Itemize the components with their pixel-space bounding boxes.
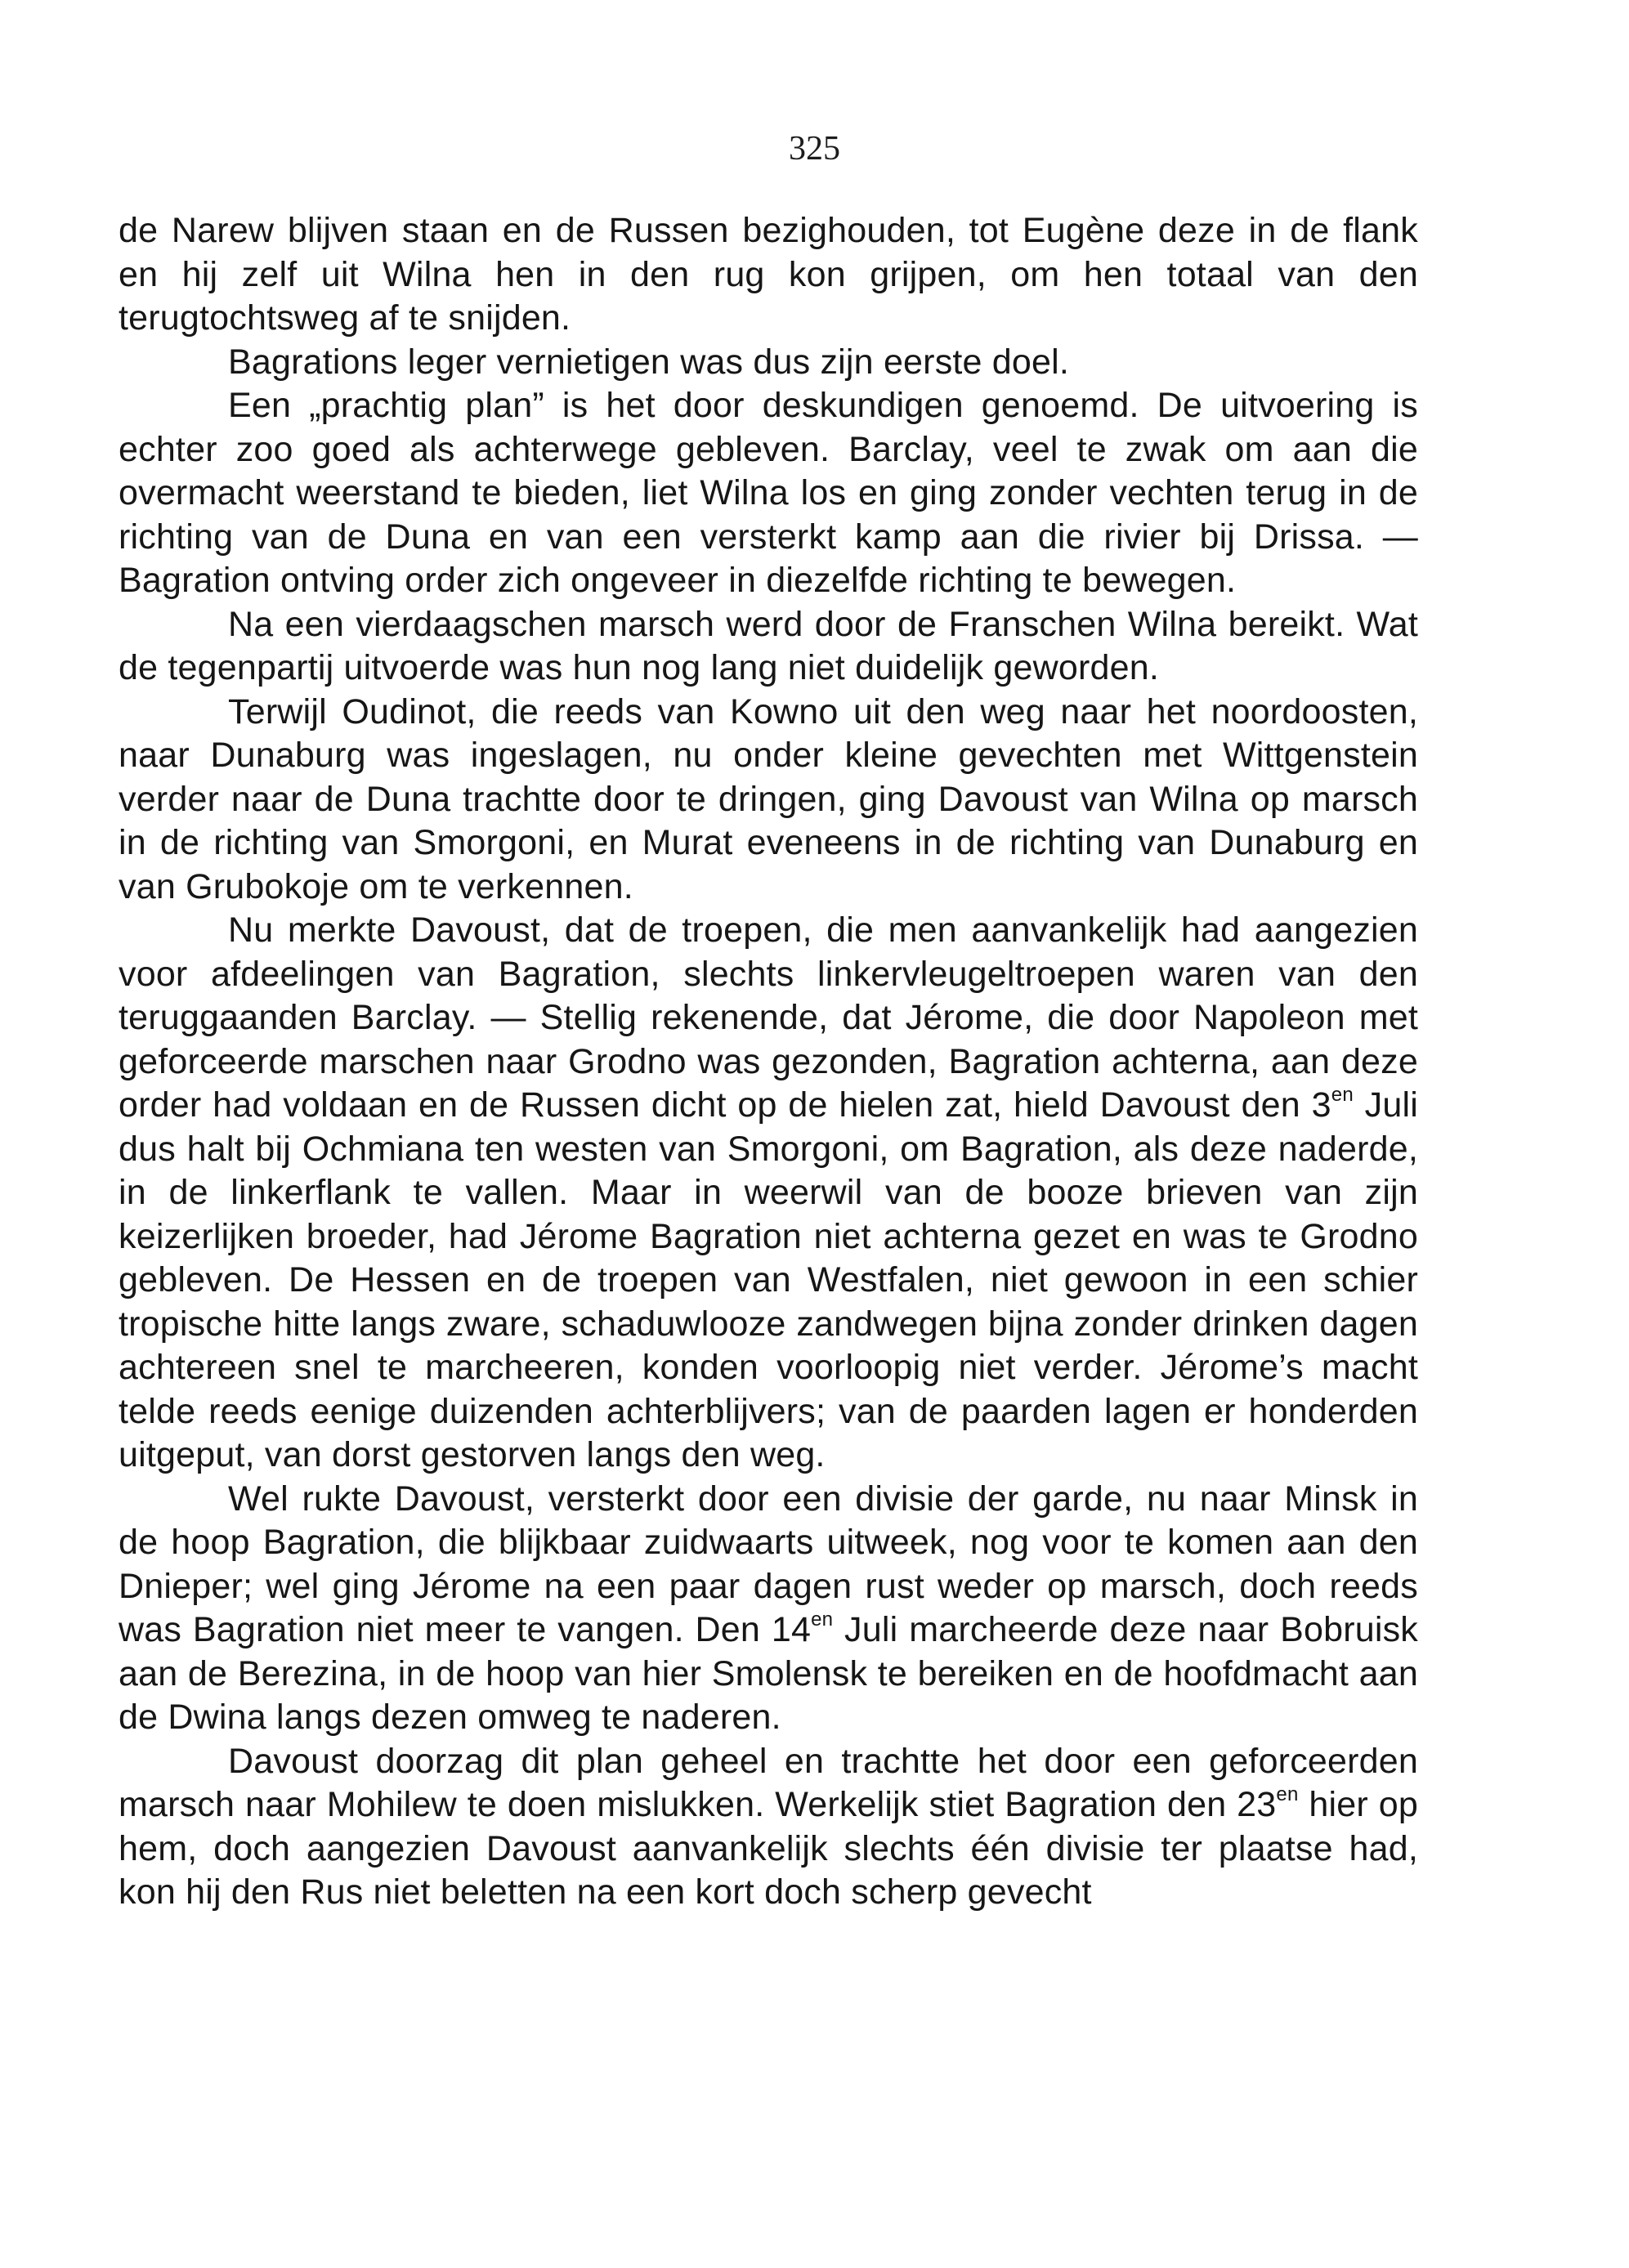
paragraph-text: Na een vierdaagschen marsch werd door de Franschen Wilna bereikt. Wat de tegenpartij uitvoerde was hun nog lang niet duidelijk geworden. [119, 604, 1418, 687]
superscript: en [1331, 1083, 1354, 1106]
paragraph-text: Bagrations leger vernietigen was dus zijn eerste doel. [228, 342, 1070, 382]
superscript: en [811, 1608, 834, 1631]
paragraph [119, 909, 1418, 1478]
paragraph-text-before: Davoust doorzag dit plan geheel en trachtte het door een geforceerden marsch naar Mohilew te doen mislukken. Werkelijk stiet Bagration den 23 [119, 1741, 1418, 1824]
page-number: 325 [789, 130, 840, 168]
superscript: en [1276, 1783, 1299, 1805]
paragraph-text-after: Juli marcheerde deze naar Bobruisk aan de Berezina, in de hoop van hier Smolensk te bereiken en de hoofdmacht aan de Dwina langs dezen omweg te naderen. [119, 1610, 1418, 1737]
paragraph-text-after: Juli dus halt bij Ochmiana ten westen van Smorgoni, om Bagration, als deze naderde, in de linkerflank te vallen. Maar in weerwil van de booze brieven van zijn keizerlijken broeder, had Jérome Bagration niet achterna gezet en was te Grodno gebleven. De Hessen en de troepen van Westfalen, niet gewoon in een schier tropische hitte langs zware, schaduwlooze zandwegen bijna zonder drinken dagen achtereen snel te marcheeren, konden voorloopig niet verder. Jérome’s macht telde reeds eenige duizenden achterblijvers; van de paarden lagen er honderden uitgeput, van dorst gestorven langs den weg. [119, 1085, 1418, 1474]
paragraph [119, 209, 1418, 341]
paragraph [119, 1478, 1418, 1740]
paragraph-text: Een „prachtig plan” is het door deskundigen genoemd. De uitvoering is echter zoo goed als achterwege gebleven. Barclay, veel te zwak om aan die overmacht weerstand te bieden, liet Wilna los en ging zonder vechten terug in de richting van de Duna en van een versterkt kamp aan die rivier bij Drissa. — Bagration ontving order zich ongeveer in diezelfde richting te bewegen. [119, 386, 1418, 600]
page-text-body [119, 209, 1418, 1915]
paragraph-text-before: Wel rukte Davoust, versterkt door een divisie der garde, nu naar Minsk in de hoop Bagration, die blijkbaar zuidwaarts uitweek, nog voor te komen aan den Dnieper; wel ging Jérome na een paar dagen rust weder op marsch, doch reeds was Bagration niet meer te vangen. Den 14 [119, 1478, 1418, 1649]
paragraph [119, 691, 1418, 910]
paragraph [119, 384, 1418, 603]
paragraph [119, 341, 1418, 385]
paragraph [119, 1740, 1418, 1915]
paragraph-text: Terwijl Oudinot, die reeds van Kowno uit den weg naar het noordoosten, naar Dunaburg was ingeslagen, nu onder kleine gevechten met Wittgenstein verder naar de Duna trachtte door te dringen, ging Davoust van Wilna op marsch in de richting van Smorgoni, en Murat eveneens in de richting van Dunaburg en van Grubokoje om te verkennen. [119, 691, 1418, 906]
paragraph-text: de Narew blijven staan en de Russen bezighouden, tot Eugène deze in de flank en hij zelf uit Wilna hen in den rug kon grijpen, om hen totaal van den terugtochtsweg af te snijden. [119, 211, 1418, 338]
paragraph-text-after: hier op hem, doch aangezien Davoust aanvankelijk slechts één divisie ter plaatse had, kon hij den Rus niet beletten na een kort doch scherp gevecht [119, 1785, 1419, 1912]
paragraph-text-before: Nu merkte Davoust, dat de troepen, die men aanvankelijk had aangezien voor afdeelingen van Bagration, slechts linkervleugeltroepen waren van den teruggaanden Barclay. — Stellig rekenende, dat Jérome, die door Napoleon met geforceerde marschen naar Grodno was gezonden, Bagration achterna, aan deze order had voldaan en de Russen dicht op de hielen zat, hield Davoust den 3 [119, 910, 1418, 1125]
paragraph [119, 603, 1418, 691]
